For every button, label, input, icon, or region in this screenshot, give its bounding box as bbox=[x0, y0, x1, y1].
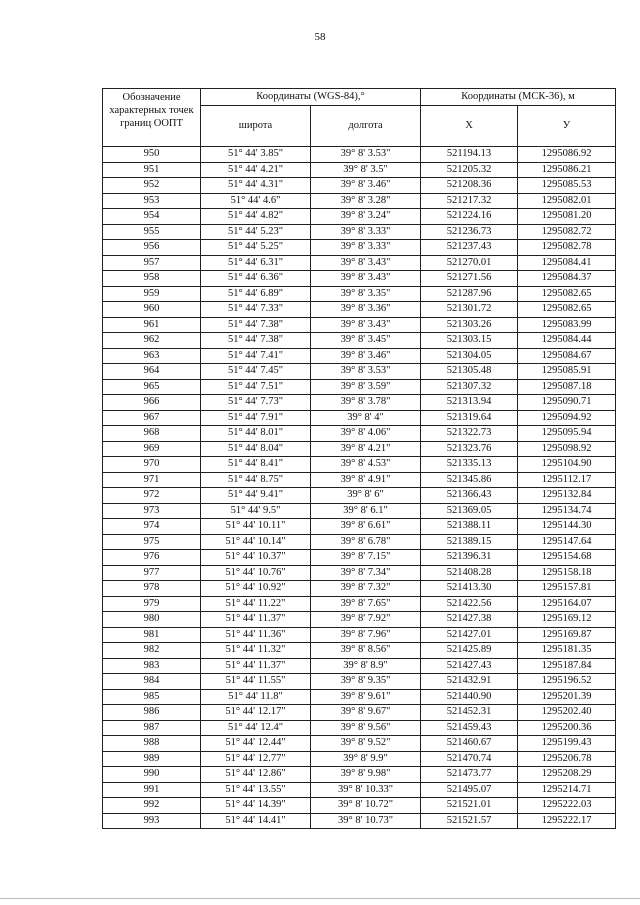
longitude-cell: 39° 8' 3.43" bbox=[311, 255, 421, 271]
page-number: 58 bbox=[314, 31, 326, 43]
point-number-cell: 989 bbox=[103, 751, 201, 767]
longitude-cell: 39° 8' 8.9" bbox=[311, 658, 421, 674]
point-number-cell: 968 bbox=[103, 426, 201, 442]
table-row bbox=[103, 689, 616, 705]
y-coordinate-cell: 1295164.07 bbox=[518, 596, 616, 612]
latitude-cell: 51° 44' 7.33" bbox=[201, 302, 311, 318]
point-number-cell: 979 bbox=[103, 596, 201, 612]
point-number-cell: 966 bbox=[103, 395, 201, 411]
y-coordinate-cell: 1295085.53 bbox=[518, 178, 616, 194]
wgs84-coordinates-header: Координаты (WGS-84),° bbox=[201, 89, 421, 106]
latitude-cell: 51° 44' 10.92" bbox=[201, 581, 311, 597]
point-number-cell: 986 bbox=[103, 705, 201, 721]
longitude-cell: 39° 8' 9.9" bbox=[311, 751, 421, 767]
latitude-cell: 51° 44' 10.37" bbox=[201, 550, 311, 566]
point-number-cell: 967 bbox=[103, 410, 201, 426]
x-coordinate-cell: 521521.57 bbox=[421, 813, 518, 829]
longitude-cell: 39° 8' 9.67" bbox=[311, 705, 421, 721]
page-bottom-rule bbox=[0, 898, 640, 899]
point-number-cell: 984 bbox=[103, 674, 201, 690]
latitude-cell: 51° 44' 6.31" bbox=[201, 255, 311, 271]
latitude-cell: 51° 44' 10.76" bbox=[201, 565, 311, 581]
x-coordinate-cell: 521319.64 bbox=[421, 410, 518, 426]
y-coordinate-cell: 1295214.71 bbox=[518, 782, 616, 798]
latitude-cell: 51° 44' 7.41" bbox=[201, 348, 311, 364]
y-coordinate-cell: 1295134.74 bbox=[518, 503, 616, 519]
latitude-cell: 51° 44' 3.85" bbox=[201, 147, 311, 163]
y-coordinate-cell: 1295098.92 bbox=[518, 441, 616, 457]
x-header: X bbox=[421, 106, 518, 147]
longitude-cell: 39° 8' 4.06" bbox=[311, 426, 421, 442]
table-row bbox=[103, 596, 616, 612]
longitude-cell: 39° 8' 3.45" bbox=[311, 333, 421, 349]
point-number-cell: 958 bbox=[103, 271, 201, 287]
latitude-cell: 51° 44' 11.37" bbox=[201, 612, 311, 628]
point-number-cell: 962 bbox=[103, 333, 201, 349]
table-row bbox=[103, 209, 616, 225]
point-number-cell: 991 bbox=[103, 782, 201, 798]
y-coordinate-cell: 1295187.84 bbox=[518, 658, 616, 674]
longitude-cell: 39° 8' 7.92" bbox=[311, 612, 421, 628]
y-coordinate-cell: 1295086.21 bbox=[518, 162, 616, 178]
latitude-cell: 51° 44' 11.37" bbox=[201, 658, 311, 674]
y-coordinate-cell: 1295083.99 bbox=[518, 317, 616, 333]
x-coordinate-cell: 521236.73 bbox=[421, 224, 518, 240]
longitude-cell: 39° 8' 6.61" bbox=[311, 519, 421, 535]
point-number-cell: 955 bbox=[103, 224, 201, 240]
latitude-cell: 51° 44' 6.36" bbox=[201, 271, 311, 287]
table-row bbox=[103, 565, 616, 581]
latitude-cell: 51° 44' 11.32" bbox=[201, 643, 311, 659]
x-coordinate-cell: 521521.01 bbox=[421, 798, 518, 814]
table-header-row-1 bbox=[103, 89, 616, 106]
table-row bbox=[103, 441, 616, 457]
y-coordinate-cell: 1295201.39 bbox=[518, 689, 616, 705]
coordinates-table bbox=[102, 88, 616, 829]
table-row bbox=[103, 286, 616, 302]
latitude-cell: 51° 44' 4.21" bbox=[201, 162, 311, 178]
longitude-cell: 39° 8' 3.33" bbox=[311, 240, 421, 256]
x-coordinate-cell: 521452.31 bbox=[421, 705, 518, 721]
x-coordinate-cell: 521323.76 bbox=[421, 441, 518, 457]
table-row bbox=[103, 348, 616, 364]
x-coordinate-cell: 521440.90 bbox=[421, 689, 518, 705]
point-number-cell: 952 bbox=[103, 178, 201, 194]
point-number-cell: 951 bbox=[103, 162, 201, 178]
point-number-cell: 978 bbox=[103, 581, 201, 597]
latitude-cell: 51° 44' 11.36" bbox=[201, 627, 311, 643]
y-coordinate-cell: 1295086.92 bbox=[518, 147, 616, 163]
longitude-cell: 39° 8' 10.72" bbox=[311, 798, 421, 814]
latitude-cell: 51° 44' 11.55" bbox=[201, 674, 311, 690]
longitude-cell: 39° 8' 3.36" bbox=[311, 302, 421, 318]
longitude-cell: 39° 8' 9.35" bbox=[311, 674, 421, 690]
y-coordinate-cell: 1295200.36 bbox=[518, 720, 616, 736]
msk36-coordinates-header: Координаты (МСК-36), м bbox=[421, 89, 616, 106]
latitude-cell: 51° 44' 5.23" bbox=[201, 224, 311, 240]
table-row bbox=[103, 472, 616, 488]
table-row bbox=[103, 674, 616, 690]
latitude-cell: 51° 44' 12.17" bbox=[201, 705, 311, 721]
table-row bbox=[103, 519, 616, 535]
longitude-cell: 39° 8' 3.59" bbox=[311, 379, 421, 395]
table-row bbox=[103, 224, 616, 240]
point-number-cell: 965 bbox=[103, 379, 201, 395]
y-coordinate-cell: 1295084.44 bbox=[518, 333, 616, 349]
table-row bbox=[103, 705, 616, 721]
point-number-cell: 992 bbox=[103, 798, 201, 814]
point-number-cell: 960 bbox=[103, 302, 201, 318]
table-row bbox=[103, 782, 616, 798]
y-coordinate-cell: 1295082.78 bbox=[518, 240, 616, 256]
x-coordinate-cell: 521432.91 bbox=[421, 674, 518, 690]
y-coordinate-cell: 1295147.64 bbox=[518, 534, 616, 550]
longitude-cell: 39° 8' 6" bbox=[311, 488, 421, 504]
latitude-cell: 51° 44' 9.5" bbox=[201, 503, 311, 519]
x-coordinate-cell: 521224.16 bbox=[421, 209, 518, 225]
y-coordinate-cell: 1295084.67 bbox=[518, 348, 616, 364]
longitude-cell: 39° 8' 7.65" bbox=[311, 596, 421, 612]
x-coordinate-cell: 521287.96 bbox=[421, 286, 518, 302]
table-row bbox=[103, 178, 616, 194]
x-coordinate-cell: 521205.32 bbox=[421, 162, 518, 178]
longitude-cell: 39° 8' 3.35" bbox=[311, 286, 421, 302]
x-coordinate-cell: 521427.43 bbox=[421, 658, 518, 674]
point-number-cell: 954 bbox=[103, 209, 201, 225]
longitude-cell: 39° 8' 9.61" bbox=[311, 689, 421, 705]
point-number-cell: 977 bbox=[103, 565, 201, 581]
latitude-cell: 51° 44' 12.4" bbox=[201, 720, 311, 736]
point-number-cell: 985 bbox=[103, 689, 201, 705]
table-row bbox=[103, 581, 616, 597]
latitude-cell: 51° 44' 7.38" bbox=[201, 333, 311, 349]
point-number-cell: 990 bbox=[103, 767, 201, 783]
y-coordinate-cell: 1295084.41 bbox=[518, 255, 616, 271]
latitude-header: широта bbox=[201, 106, 311, 147]
table-row bbox=[103, 751, 616, 767]
table-row bbox=[103, 627, 616, 643]
longitude-cell: 39° 8' 3.43" bbox=[311, 317, 421, 333]
table-row bbox=[103, 720, 616, 736]
latitude-cell: 51° 44' 8.75" bbox=[201, 472, 311, 488]
y-coordinate-cell: 1295082.65 bbox=[518, 302, 616, 318]
x-coordinate-cell: 521389.15 bbox=[421, 534, 518, 550]
table-row bbox=[103, 364, 616, 380]
y-coordinate-cell: 1295082.65 bbox=[518, 286, 616, 302]
x-coordinate-cell: 521301.72 bbox=[421, 302, 518, 318]
table-body bbox=[103, 147, 616, 829]
longitude-cell: 39° 8' 10.33" bbox=[311, 782, 421, 798]
longitude-cell: 39° 8' 7.32" bbox=[311, 581, 421, 597]
point-number-cell: 983 bbox=[103, 658, 201, 674]
table-row bbox=[103, 162, 616, 178]
latitude-cell: 51° 44' 8.01" bbox=[201, 426, 311, 442]
longitude-cell: 39° 8' 3.5" bbox=[311, 162, 421, 178]
table-row bbox=[103, 426, 616, 442]
longitude-cell: 39° 8' 8.56" bbox=[311, 643, 421, 659]
table-row bbox=[103, 612, 616, 628]
y-coordinate-cell: 1295158.18 bbox=[518, 565, 616, 581]
point-number-cell: 957 bbox=[103, 255, 201, 271]
point-designation-header: Обозначение характерных точек границ ООПТ bbox=[103, 89, 201, 147]
longitude-cell: 39° 8' 6.1" bbox=[311, 503, 421, 519]
latitude-cell: 51° 44' 7.45" bbox=[201, 364, 311, 380]
point-number-cell: 971 bbox=[103, 472, 201, 488]
y-coordinate-cell: 1295112.17 bbox=[518, 472, 616, 488]
x-coordinate-cell: 521237.43 bbox=[421, 240, 518, 256]
point-number-cell: 970 bbox=[103, 457, 201, 473]
longitude-cell: 39° 8' 3.46" bbox=[311, 178, 421, 194]
point-number-cell: 974 bbox=[103, 519, 201, 535]
point-number-cell: 959 bbox=[103, 286, 201, 302]
longitude-cell: 39° 8' 4" bbox=[311, 410, 421, 426]
longitude-cell: 39° 8' 6.78" bbox=[311, 534, 421, 550]
x-coordinate-cell: 521473.77 bbox=[421, 767, 518, 783]
x-coordinate-cell: 521208.36 bbox=[421, 178, 518, 194]
table-row bbox=[103, 317, 616, 333]
point-number-cell: 973 bbox=[103, 503, 201, 519]
longitude-cell: 39° 8' 9.98" bbox=[311, 767, 421, 783]
x-coordinate-cell: 521271.56 bbox=[421, 271, 518, 287]
x-coordinate-cell: 521335.13 bbox=[421, 457, 518, 473]
latitude-cell: 51° 44' 8.41" bbox=[201, 457, 311, 473]
table-row bbox=[103, 271, 616, 287]
y-coordinate-cell: 1295087.18 bbox=[518, 379, 616, 395]
latitude-cell: 51° 44' 7.51" bbox=[201, 379, 311, 395]
table-row bbox=[103, 457, 616, 473]
point-number-cell: 975 bbox=[103, 534, 201, 550]
x-coordinate-cell: 521313.94 bbox=[421, 395, 518, 411]
y-coordinate-cell: 1295081.20 bbox=[518, 209, 616, 225]
point-number-cell: 953 bbox=[103, 193, 201, 209]
latitude-cell: 51° 44' 7.38" bbox=[201, 317, 311, 333]
latitude-cell: 51° 44' 10.14" bbox=[201, 534, 311, 550]
y-coordinate-cell: 1295199.43 bbox=[518, 736, 616, 752]
y-coordinate-cell: 1295084.37 bbox=[518, 271, 616, 287]
x-coordinate-cell: 521217.32 bbox=[421, 193, 518, 209]
x-coordinate-cell: 521303.26 bbox=[421, 317, 518, 333]
y-coordinate-cell: 1295144.30 bbox=[518, 519, 616, 535]
latitude-cell: 51° 44' 11.22" bbox=[201, 596, 311, 612]
point-number-cell: 963 bbox=[103, 348, 201, 364]
latitude-cell: 51° 44' 10.11" bbox=[201, 519, 311, 535]
y-coordinate-cell: 1295169.12 bbox=[518, 612, 616, 628]
y-header: У bbox=[518, 106, 616, 147]
longitude-cell: 39° 8' 7.15" bbox=[311, 550, 421, 566]
longitude-cell: 39° 8' 3.46" bbox=[311, 348, 421, 364]
x-coordinate-cell: 521369.05 bbox=[421, 503, 518, 519]
longitude-cell: 39° 8' 3.28" bbox=[311, 193, 421, 209]
x-coordinate-cell: 521427.01 bbox=[421, 627, 518, 643]
table-row bbox=[103, 534, 616, 550]
latitude-cell: 51° 44' 12.86" bbox=[201, 767, 311, 783]
y-coordinate-cell: 1295157.81 bbox=[518, 581, 616, 597]
latitude-cell: 51° 44' 7.73" bbox=[201, 395, 311, 411]
point-number-cell: 988 bbox=[103, 736, 201, 752]
latitude-cell: 51° 44' 14.41" bbox=[201, 813, 311, 829]
y-coordinate-cell: 1295169.87 bbox=[518, 627, 616, 643]
longitude-cell: 39° 8' 9.56" bbox=[311, 720, 421, 736]
table-row bbox=[103, 488, 616, 504]
longitude-cell: 39° 8' 3.43" bbox=[311, 271, 421, 287]
longitude-cell: 39° 8' 7.34" bbox=[311, 565, 421, 581]
latitude-cell: 51° 44' 9.41" bbox=[201, 488, 311, 504]
point-number-cell: 961 bbox=[103, 317, 201, 333]
y-coordinate-cell: 1295222.03 bbox=[518, 798, 616, 814]
longitude-cell: 39° 8' 4.21" bbox=[311, 441, 421, 457]
table-row bbox=[103, 658, 616, 674]
point-number-cell: 964 bbox=[103, 364, 201, 380]
x-coordinate-cell: 521495.07 bbox=[421, 782, 518, 798]
y-coordinate-cell: 1295208.29 bbox=[518, 767, 616, 783]
x-coordinate-cell: 521396.31 bbox=[421, 550, 518, 566]
point-number-cell: 980 bbox=[103, 612, 201, 628]
point-number-cell: 950 bbox=[103, 147, 201, 163]
y-coordinate-cell: 1295196.52 bbox=[518, 674, 616, 690]
y-coordinate-cell: 1295085.91 bbox=[518, 364, 616, 380]
y-coordinate-cell: 1295181.35 bbox=[518, 643, 616, 659]
y-coordinate-cell: 1295082.72 bbox=[518, 224, 616, 240]
latitude-cell: 51° 44' 4.31" bbox=[201, 178, 311, 194]
longitude-header: долгота bbox=[311, 106, 421, 147]
table-row bbox=[103, 395, 616, 411]
x-coordinate-cell: 521305.48 bbox=[421, 364, 518, 380]
x-coordinate-cell: 521345.86 bbox=[421, 472, 518, 488]
latitude-cell: 51° 44' 12.77" bbox=[201, 751, 311, 767]
y-coordinate-cell: 1295206.78 bbox=[518, 751, 616, 767]
x-coordinate-cell: 521408.28 bbox=[421, 565, 518, 581]
longitude-cell: 39° 8' 3.53" bbox=[311, 147, 421, 163]
x-coordinate-cell: 521366.43 bbox=[421, 488, 518, 504]
y-coordinate-cell: 1295104.90 bbox=[518, 457, 616, 473]
table-row bbox=[103, 798, 616, 814]
latitude-cell: 51° 44' 11.8" bbox=[201, 689, 311, 705]
latitude-cell: 51° 44' 13.55" bbox=[201, 782, 311, 798]
x-coordinate-cell: 521303.15 bbox=[421, 333, 518, 349]
point-number-cell: 976 bbox=[103, 550, 201, 566]
longitude-cell: 39° 8' 3.53" bbox=[311, 364, 421, 380]
x-coordinate-cell: 521307.32 bbox=[421, 379, 518, 395]
latitude-cell: 51° 44' 7.91" bbox=[201, 410, 311, 426]
point-number-cell: 993 bbox=[103, 813, 201, 829]
table-row bbox=[103, 813, 616, 829]
x-coordinate-cell: 521470.74 bbox=[421, 751, 518, 767]
latitude-cell: 51° 44' 12.44" bbox=[201, 736, 311, 752]
x-coordinate-cell: 521270.01 bbox=[421, 255, 518, 271]
y-coordinate-cell: 1295202.40 bbox=[518, 705, 616, 721]
table-row bbox=[103, 550, 616, 566]
y-coordinate-cell: 1295090.71 bbox=[518, 395, 616, 411]
table-row bbox=[103, 302, 616, 318]
point-number-cell: 981 bbox=[103, 627, 201, 643]
x-coordinate-cell: 521194.13 bbox=[421, 147, 518, 163]
y-coordinate-cell: 1295222.17 bbox=[518, 813, 616, 829]
longitude-cell: 39° 8' 4.53" bbox=[311, 457, 421, 473]
table-row bbox=[103, 147, 616, 163]
x-coordinate-cell: 521425.89 bbox=[421, 643, 518, 659]
x-coordinate-cell: 521322.73 bbox=[421, 426, 518, 442]
y-coordinate-cell: 1295154.68 bbox=[518, 550, 616, 566]
y-coordinate-cell: 1295095.94 bbox=[518, 426, 616, 442]
y-coordinate-cell: 1295082.01 bbox=[518, 193, 616, 209]
longitude-cell: 39° 8' 4.91" bbox=[311, 472, 421, 488]
point-number-cell: 969 bbox=[103, 441, 201, 457]
point-number-cell: 987 bbox=[103, 720, 201, 736]
latitude-cell: 51° 44' 4.6" bbox=[201, 193, 311, 209]
table-row bbox=[103, 767, 616, 783]
latitude-cell: 51° 44' 5.25" bbox=[201, 240, 311, 256]
latitude-cell: 51° 44' 8.04" bbox=[201, 441, 311, 457]
x-coordinate-cell: 521427.38 bbox=[421, 612, 518, 628]
table-row bbox=[103, 333, 616, 349]
table-row bbox=[103, 410, 616, 426]
longitude-cell: 39° 8' 3.33" bbox=[311, 224, 421, 240]
table-row bbox=[103, 643, 616, 659]
latitude-cell: 51° 44' 4.82" bbox=[201, 209, 311, 225]
table-row bbox=[103, 503, 616, 519]
longitude-cell: 39° 8' 3.78" bbox=[311, 395, 421, 411]
point-number-cell: 982 bbox=[103, 643, 201, 659]
longitude-cell: 39° 8' 7.96" bbox=[311, 627, 421, 643]
x-coordinate-cell: 521413.30 bbox=[421, 581, 518, 597]
x-coordinate-cell: 521304.05 bbox=[421, 348, 518, 364]
x-coordinate-cell: 521460.67 bbox=[421, 736, 518, 752]
table-row bbox=[103, 255, 616, 271]
x-coordinate-cell: 521388.11 bbox=[421, 519, 518, 535]
longitude-cell: 39° 8' 3.24" bbox=[311, 209, 421, 225]
table-row bbox=[103, 379, 616, 395]
y-coordinate-cell: 1295094.92 bbox=[518, 410, 616, 426]
latitude-cell: 51° 44' 14.39" bbox=[201, 798, 311, 814]
latitude-cell: 51° 44' 6.89" bbox=[201, 286, 311, 302]
point-number-cell: 956 bbox=[103, 240, 201, 256]
x-coordinate-cell: 521422.56 bbox=[421, 596, 518, 612]
x-coordinate-cell: 521459.43 bbox=[421, 720, 518, 736]
table-row bbox=[103, 736, 616, 752]
table-row bbox=[103, 240, 616, 256]
point-number-cell: 972 bbox=[103, 488, 201, 504]
longitude-cell: 39° 8' 10.73" bbox=[311, 813, 421, 829]
longitude-cell: 39° 8' 9.52" bbox=[311, 736, 421, 752]
table-row bbox=[103, 193, 616, 209]
y-coordinate-cell: 1295132.84 bbox=[518, 488, 616, 504]
